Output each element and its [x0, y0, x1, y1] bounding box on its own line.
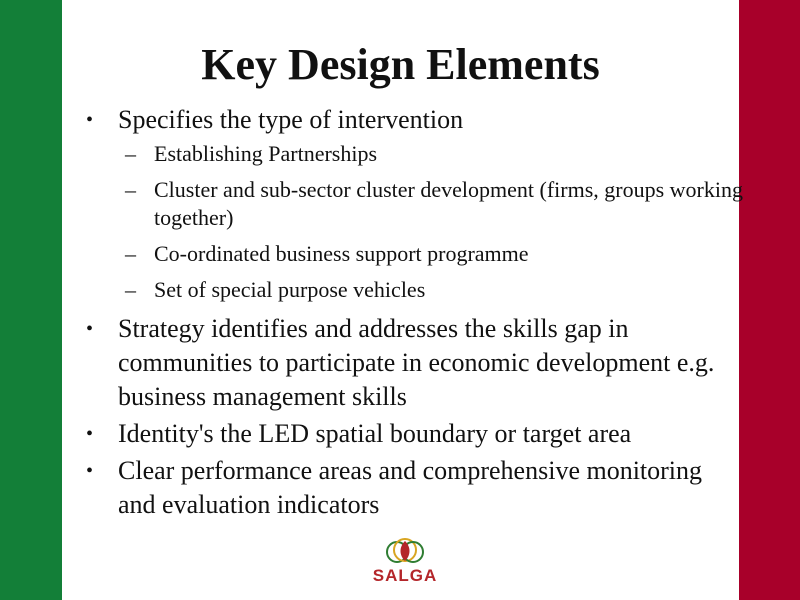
sub-bullet-text: Cluster and sub-sector cluster development (firms, groups working together) — [154, 177, 743, 230]
bullet-marker: • — [86, 423, 94, 445]
bullet-item-skills-gap — [86, 312, 746, 414]
sub-bullet-text: Co-ordinated business support programme — [154, 241, 529, 266]
left-green-band — [0, 0, 62, 600]
salga-emblem-icon — [355, 537, 455, 567]
sub-bullet-item — [86, 176, 746, 232]
sub-bullet-text: Set of special purpose vehicles — [154, 277, 426, 302]
dash-marker: – — [125, 277, 136, 302]
dash-marker: – — [125, 177, 136, 202]
sub-bullet-item — [86, 140, 746, 168]
sub-bullet-text: Establishing Partnerships — [154, 141, 378, 166]
bullet-marker: • — [86, 318, 94, 340]
bullet-text: Specifies the type of intervention — [118, 105, 464, 134]
bullet-item-type-of-intervention — [86, 103, 746, 137]
slide-title: Key Design Elements — [201, 40, 600, 89]
slide-content — [86, 103, 746, 525]
sub-bullet-list — [86, 140, 746, 304]
dash-marker: – — [125, 141, 136, 166]
logo-wordmark: SALGA — [372, 566, 438, 585]
bullet-text: Identity's the LED spatial boundary or target area — [118, 419, 632, 448]
bullet-text: Strategy identifies and addresses the skills gap in communities to participate in economic development e.g. business management skills — [118, 314, 715, 411]
bullet-text: Clear performance areas and comprehensive monitoring and evaluation indicators — [118, 456, 703, 519]
bullet-marker: • — [86, 109, 94, 131]
dash-marker: – — [125, 241, 136, 266]
salga-logo — [355, 537, 455, 599]
bullet-marker: • — [86, 460, 94, 482]
right-red-band — [739, 0, 800, 600]
sub-bullet-item — [86, 276, 746, 304]
bullet-item-spatial-boundary — [86, 417, 746, 451]
sub-bullet-item — [86, 240, 746, 268]
bullet-item-performance-areas — [86, 454, 746, 522]
